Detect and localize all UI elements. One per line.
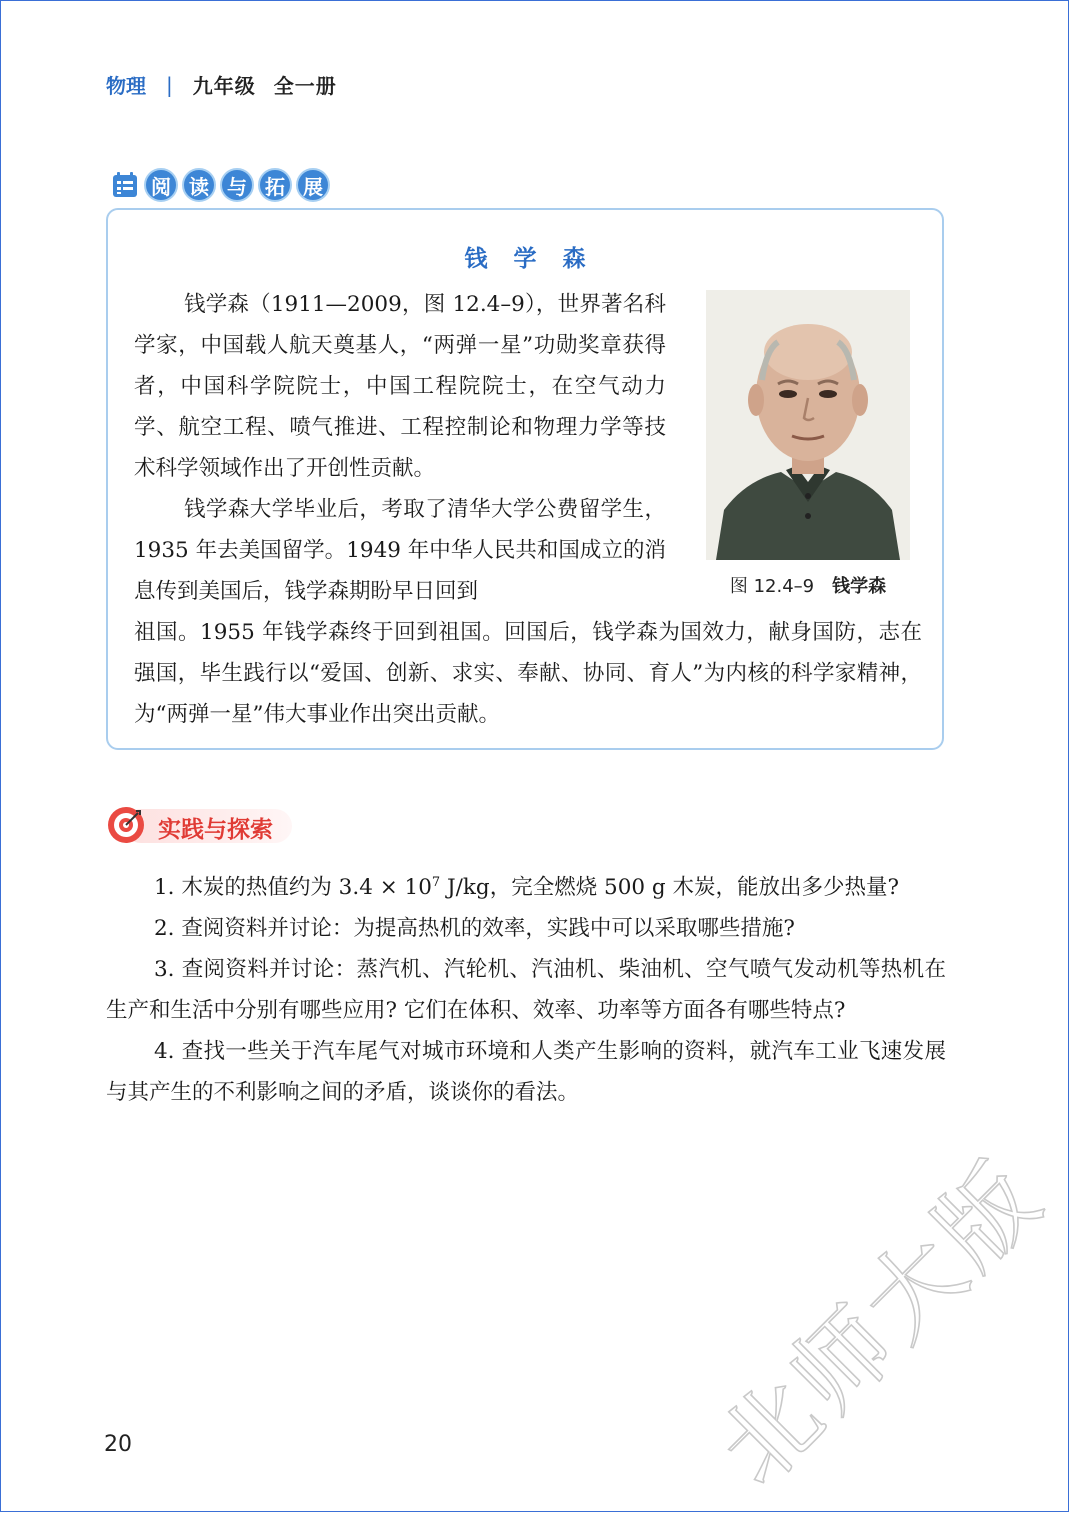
figure-caption [706,572,910,598]
svg-text:北师大版: 北师大版 [697,1138,1065,1507]
tag-char: 展 [296,168,330,202]
tag-char: 阅 [144,168,178,202]
reading-title: 钱学森 [464,246,612,272]
publisher-watermark [697,1138,1080,1510]
grade-volume [193,70,337,99]
subject-label: 物理 [106,74,146,98]
figure-label: 图 12.4–9 [729,576,815,597]
practice-questions [106,862,946,1113]
question-4: 4. 查找一些关于汽车尾气对城市环境和人类产生影响的资料，就汽车工业飞速发展与其产生的不利影响之间的矛盾，谈谈你的看法。 [106,1039,946,1106]
portrait-photo [706,290,910,560]
reading-section-tag [110,168,330,202]
page-number: 20 [104,1432,132,1457]
question-1-text-end: J/kg，完全燃烧 500 g 木炭，能放出多少热量? [440,875,900,901]
tag-char: 与 [220,168,254,202]
question-2: 2. 查阅资料并讨论：为提高热机的效率，实践中可以采取哪些措施? [154,916,795,942]
tag-char: 拓 [258,168,292,202]
notebook-icon [110,170,140,200]
volume-label: 全一册 [273,74,337,98]
figure-name: 钱学森 [832,576,887,597]
question-1 [106,862,946,908]
reading-paragraph-2b: 祖国。1955 年钱学森终于回到祖国。回国后，钱学森为国效力，献身国防，志在强国，毕生践行以“爱国、创新、求实、奉献、协同、育人”为内核的科学家精神，为“两弹一星”伟大事业作出突出贡献。 [134,620,922,727]
reading-paragraph-2a: 钱学森大学毕业后，考取了清华大学公费留学生，1935 年去美国留学。1949 年中华人民共和国成立的消息传到美国后，钱学森期盼早日回到 [134,497,666,604]
question-1-text: 1. 木炭的热值约为 3.4 × 10 [154,875,432,901]
target-icon [106,805,146,845]
grade-label: 九年级 [192,74,256,98]
question-3: 3. 查阅资料并讨论：蒸汽机、汽轮机、汽油机、柴油机、空气喷气发动机等热机在生产和生活中分别有哪些应用? 它们在体积、效率、功率等方面各有哪些特点? [106,957,946,1024]
reading-box [106,208,944,750]
question-1-exponent: 7 [431,875,441,890]
practice-title: 实践与探索 [158,817,273,843]
tag-char: 读 [182,168,216,202]
practice-section-tag [106,805,292,845]
header-separator: | [166,72,173,97]
running-header [106,70,337,99]
reading-paragraph-1: 钱学森（1911—2009，图 12.4–9），世界著名科学家，中国载人航天奠基人，“两弹一星”功勋奖章获得者，中国科学院院士，中国工程院院士，在空气动力学、航空工程、喷气推进、工程控制论和物理力学等技术科学领域作出了开创性贡献。 [134,292,666,481]
